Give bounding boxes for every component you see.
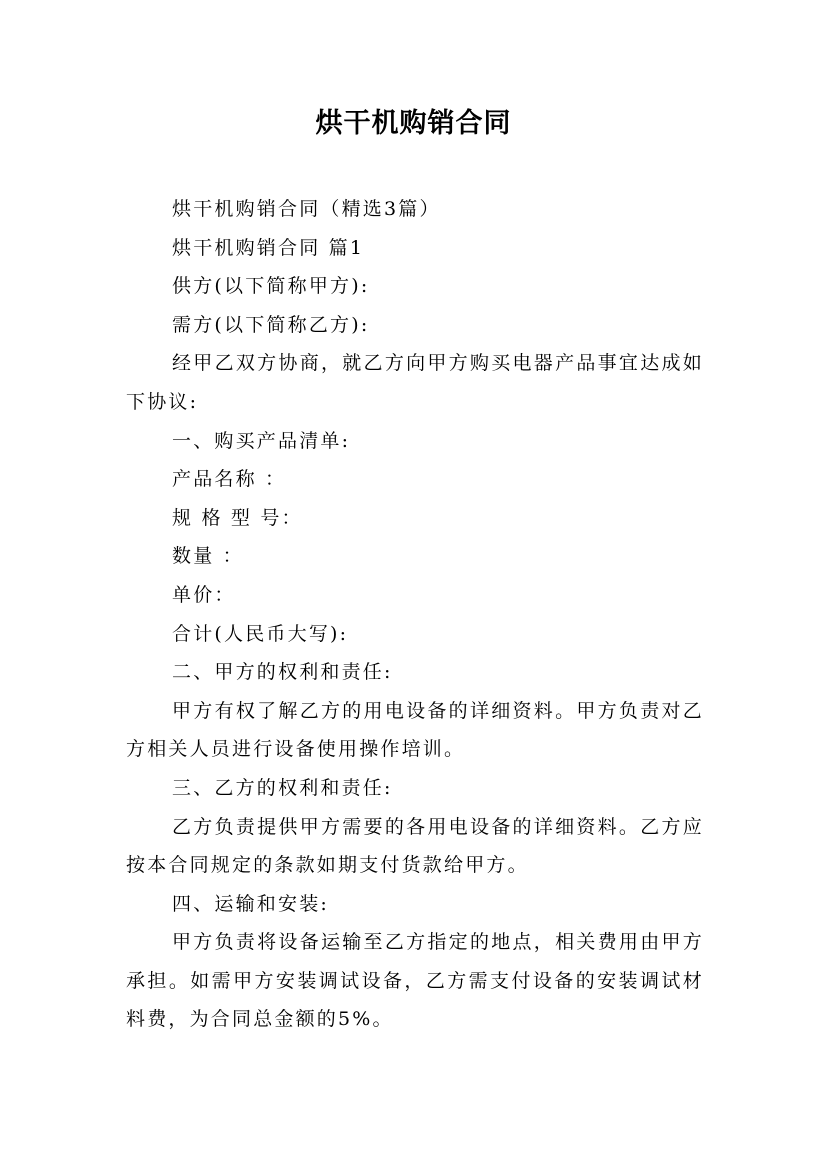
paragraph-product-model: 规 格 型 号： <box>172 506 303 529</box>
paragraph-subtitle: 烘干机购销合同（精选3篇） <box>172 198 441 220</box>
paragraph-clause-3-heading: 三、乙方的权利和责任: <box>172 776 393 799</box>
paragraph-buyer: 需方(以下简称乙方): <box>172 313 370 336</box>
document-body <box>126 190 704 1039</box>
paragraph-total: 合计(人民币大写): <box>172 622 349 645</box>
paragraph-clause-2-body: 甲方有权了解乙方的用电设备的详细资料。甲方负责对乙方相关人员进行设备使用操作培训。 <box>126 699 704 761</box>
document-title: 烘干机购销合同 <box>315 108 512 139</box>
paragraph-clause-4-body: 甲方负责将设备运输至乙方指定的地点，相关费用由甲方承担。如需甲方安装调试设备，乙方需支付设备的安装调试材料费，为合同总金额的5%。 <box>126 931 704 1031</box>
paragraph-section-heading: 烘干机购销合同 篇1 <box>172 236 365 259</box>
paragraph-clause-4-heading: 四、运输和安装: <box>172 892 330 915</box>
paragraph-supplier: 供方(以下简称甲方): <box>172 275 370 298</box>
paragraph-clause-3-body: 乙方负责提供甲方需要的各用电设备的详细资料。乙方应按本合同规定的条款如期支付货款给甲方。 <box>126 815 704 877</box>
paragraph-clause-1-heading: 一、购买产品清单: <box>172 429 351 452</box>
paragraph-product-name: 产品名称 ： <box>172 468 287 491</box>
paragraph-quantity: 数量 ： <box>172 545 244 568</box>
paragraph-unit-price: 单价： <box>172 583 236 606</box>
paragraph-clause-2-heading: 二、甲方的权利和责任: <box>172 661 393 684</box>
paragraph-agreement-intro: 经甲乙双方协商，就乙方向甲方购买电器产品事宜达成如下协议: <box>126 352 704 413</box>
